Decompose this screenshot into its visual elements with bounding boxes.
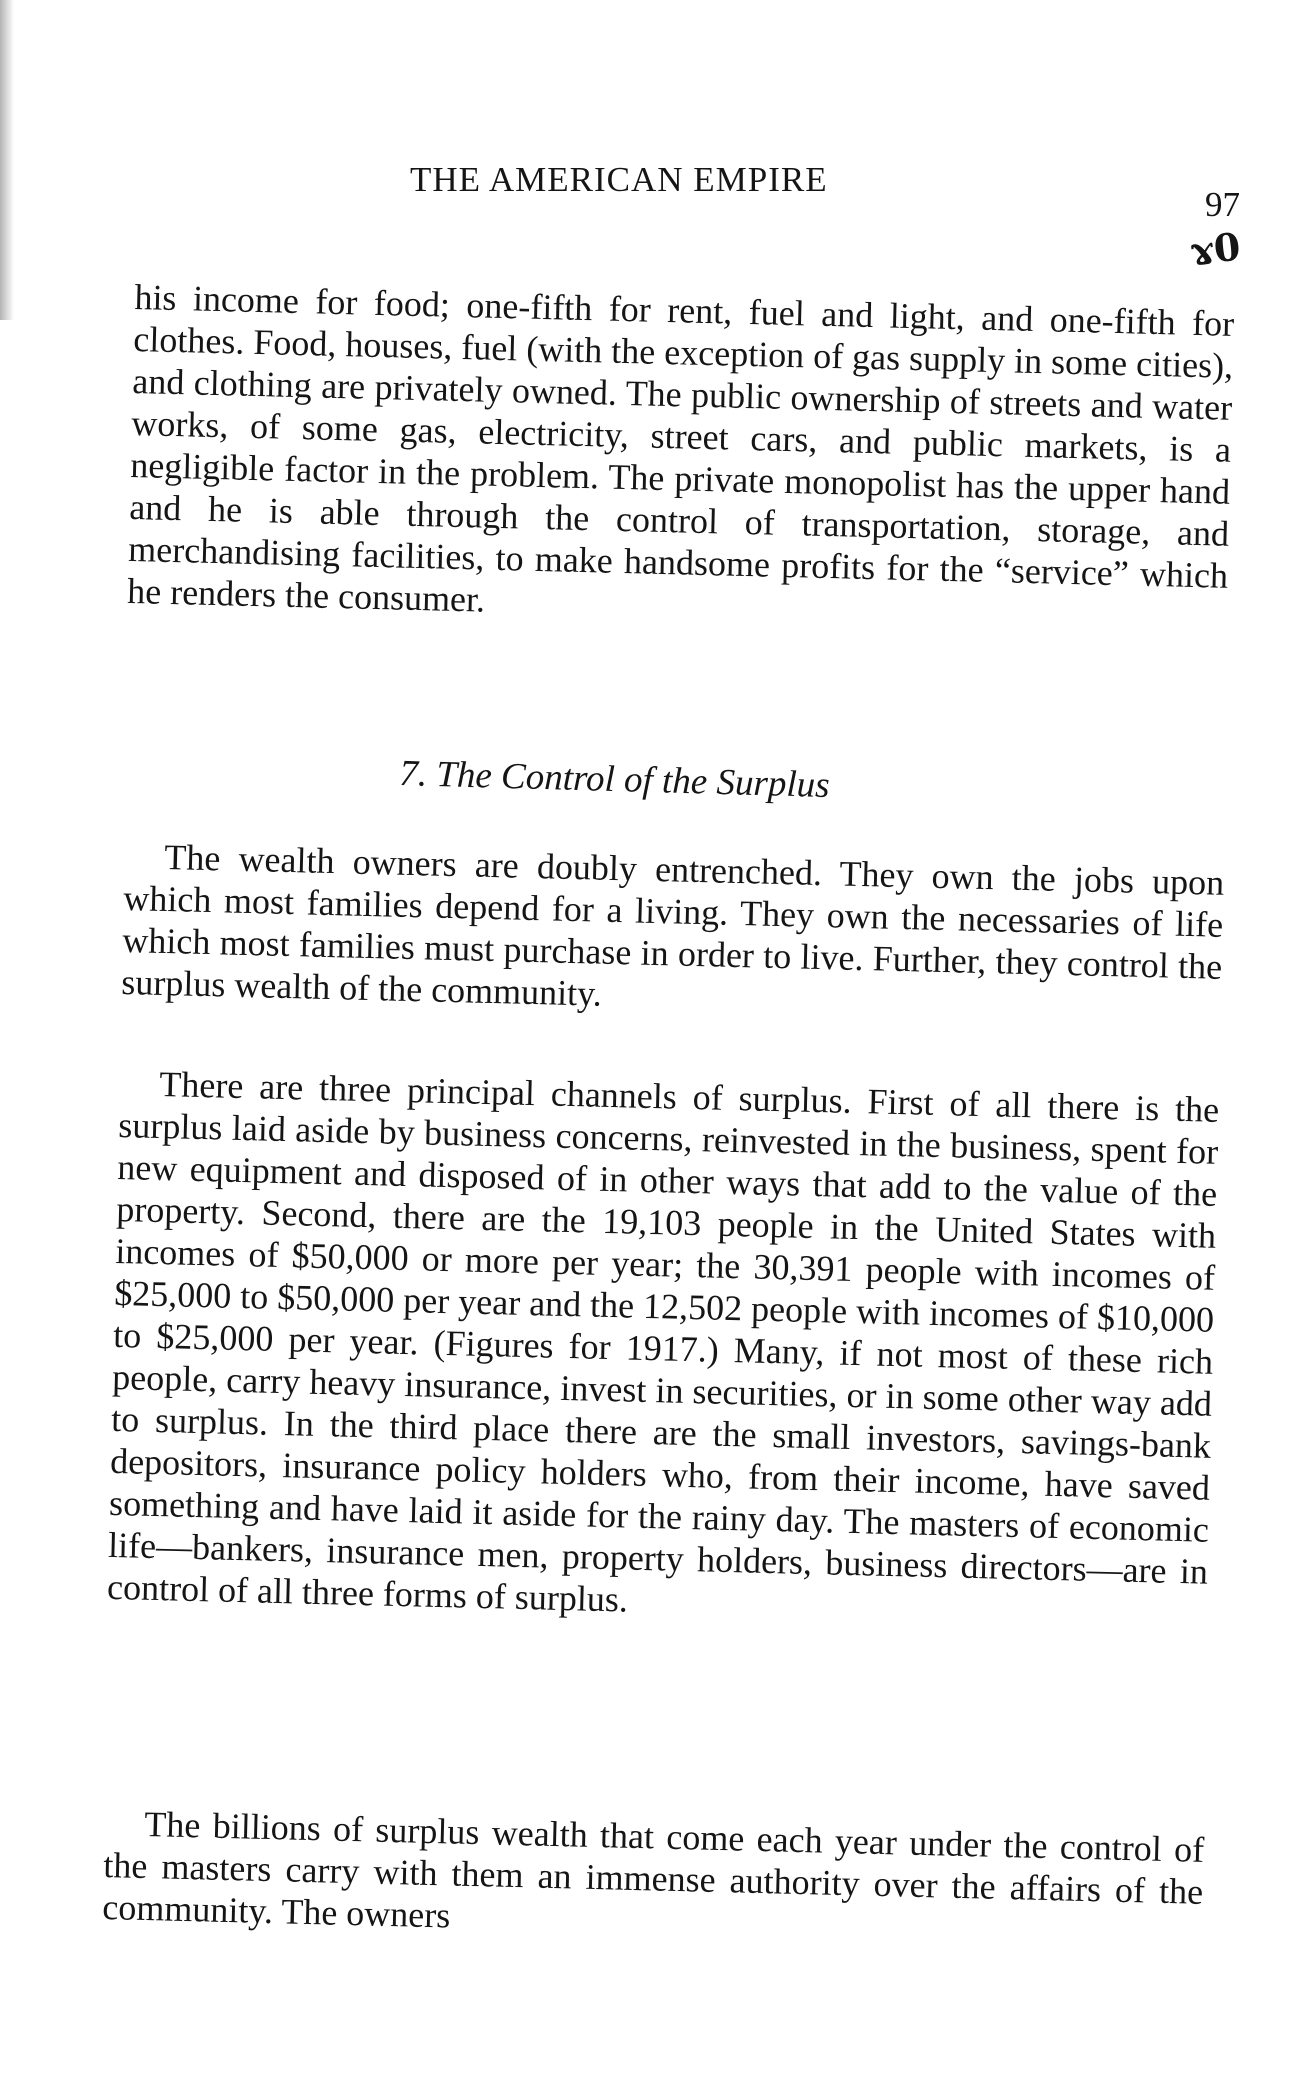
continued-paragraph: his income for food; one-fifth for rent, fuel and light, and one-fifth for clothes. Food, houses, fuel (with the exception of gas supply in some cities), and clothing are privately owned. The public ownership of streets and water works, of some gas, electricity, street cars, and public markets, is a negligible factor in the problem. The private monopolist has the upper hand and he is able through the control of transportation, storage, and merchandising facilities, to make handsome profits for the “service” which he renders the consumer. [126,276,1235,620]
paragraph-surplus-channels: There are three principal channels of surplus. First of all there is the surplus laid aside by business concerns, reinvested in the business, spent for new equipment and disposed of in other ways that add to the value of the property. Second, there are the 19,103 people in the United States with incomes of $50,000 or more per year; the 30,391 people with incomes of $25,000 to $50,000 per year and the 12,502 people with incomes of $10,000 to $25,000 per year. (Figures for 1917.) Many, if not most of these rich people, carry heavy insurance, invest in securities, or in some other way add to surplus. In the third place there are the small investors, savings-bank depositors, insurance policy holders who, from their income, have saved something and have laid it aside for the rainy day. The masters of economic life—bankers, insurance men, property holders, business directors—are in control of all three forms of surplus. [106,1063,1220,1620]
scanned-page-edge [0,0,14,320]
paragraph-wealth-owners: The wealth owners are doubly entrenched. They own the jobs upon which most families depend for a living. They own the necessaries of life which most families must purchase in order to live. Further, they control the surplus wealth of the community. [120,836,1225,1014]
paragraph-surplus-authority: The billions of surplus wealth that come each year under the control of the masters carry with them an immense authority over the affairs of the community. The owners [101,1803,1205,1936]
running-head: THE AMERICAN EMPIRE [410,160,828,199]
page-number: 97 [1205,185,1240,224]
section-heading: 7. The Control of the Surplus [398,752,831,806]
handwritten-page-mark: ɤ0 [1187,223,1243,274]
